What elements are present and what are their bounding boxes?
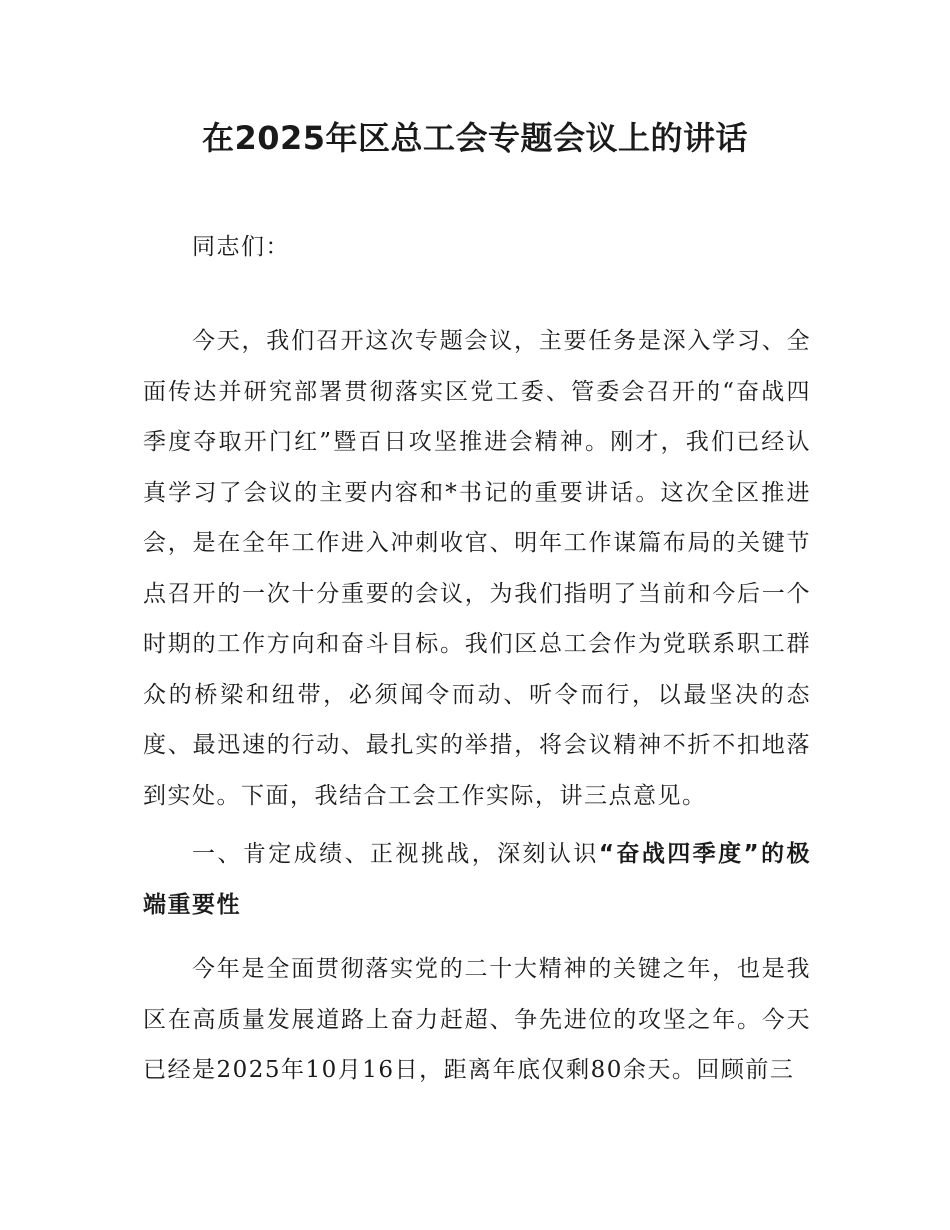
paragraph-section-1: 今年是全面贯彻落实党的二十大精神的关键之年，也是我区在高质量发展道路上奋力赶超、争先进位的攻坚之年。今天已经是2025年10月16日，距离年底仅剩80余天。回顾前三: [143, 956, 811, 1083]
section-heading-1: [143, 829, 811, 930]
salutation: 同志们：: [192, 234, 290, 260]
document-title: 在2025年区总工会专题会议上的讲话: [201, 119, 749, 157]
section-heading-1-lead: 一、肯定成绩、正视挑战，深刻认识: [192, 841, 599, 867]
paragraph-intro: 今天，我们召开这次专题会议，主要任务是深入学习、全面传达并研究部署贯彻落实区党工委、管委会召开的“奋战四季度夺取开门红”暨百日攻坚推进会精神。刚才，我们已经认真学习了会议的主要内容和*书记的重要讲话。这次全区推进会，是在全年工作进入冲刺收官、明年工作谋篇布局的关键节点召开的一次十分重要的会议，为我们指明了当前和今后一个时期的工作方向和奋斗目标。我们区总工会作为党联系职工群众的桥梁和纽带，必须闻令而动、听令而行，以最坚决的态度、最迅速的行动、最扎实的举措，将会议精神不折不扣地落到实处。下面，我结合工会工作实际，讲三点意见。: [143, 328, 811, 809]
section-heading-1-rest: “奋战四季度”的极端重要性: [143, 841, 811, 918]
